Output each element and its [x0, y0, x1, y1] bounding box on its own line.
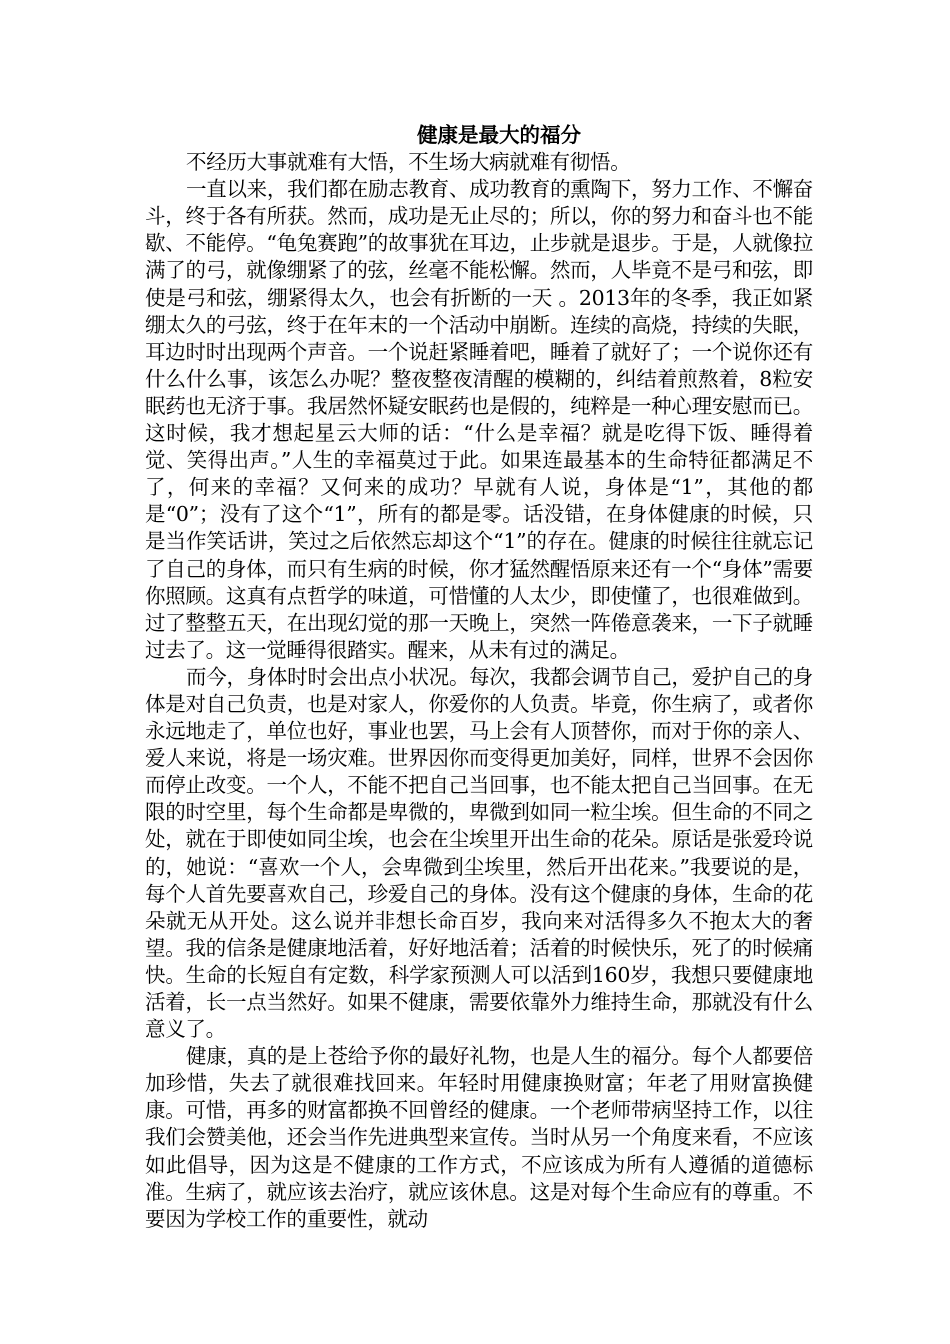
document-page: [145, 122, 813, 1233]
paragraph-3: 而今，身体时时会出点小状况。每次，我都会调节自己，爱护自己的身体是对自己负责，也是对家人，你爱你的人负责。毕竟，你生病了，或者你永远地走了，单位也好，事业也罢，马上会有人顶替你，而对于你的亲人、爱人来说，将是一场灾难。世界因你而变得更加美好，同样，世界不会因你而停止改变。一个人，不能不把自己当回事，也不能太把自己当回事。在无限的时空里，每个生命都是卑微的，卑微到如同一粒尘埃。但生命的不同之处，就在于即使如同尘埃，也会在尘埃里开出生命的花朵。原话是张爱玲说的，她说：“喜欢一个人，会卑微到尘埃里，然后开出花来。”我要说的是，每个人首先要喜欢自己，珍爱自己的身体。没有这个健康的身体，生命的花朵就无从开处。这么说并非想长命百岁，我向来对活得多久不抱太大的奢望。我的信条是健康地活着，好好地活着；活着的时候快乐，死了的时候痛快。生命的长短自有定数，科学家预测人可以活到160岁，我想只要健康地活着，长一点当然好。如果不健康，需要依靠外力维持生命，那就没有什么意义了。: [145, 664, 813, 1042]
paragraph-2: 一直以来，我们都在励志教育、成功教育的熏陶下，努力工作、不懈奋斗，终于各有所获。然而，成功是无止尽的；所以，你的努力和奋斗也不能歇、不能停。“龟兔赛跑”的故事犹在耳边，止步就是退步。于是，人就像拉满了的弓，就像绷紧了的弦，丝毫不能松懈。然而，人毕竟不是弓和弦，即使是弓和弦，绷紧得太久，也会有折断的一天 。2013年的冬季，我正如紧绷太久的弓弦，终于在年末的一个活动中崩断。连续的高烧，持续的失眠，耳边时时出现两个声音。一个说赶紧睡着吧，睡着了就好了；一个说你还有什么什么事，该怎么办呢？整夜整夜清醒的模糊的，纠结着煎熬着，8粒安眠药也无济于事。我居然怀疑安眠药也是假的，纯粹是一种心理安慰而已。这时候，我才想起星云大师的话：“什么是幸福？就是吃得下饭、睡得着觉、笑得出声。”人生的幸福莫过于此。如果连最基本的生命特征都满足不了，何来的幸福？又何来的成功？早就有人说，身体是“1”，其他的都是“0”；没有了这个“1”，所有的都是零。话没错，在身体健康的时候，只是当作笑话讲，笑过之后依然忘却这个“1”的存在。健康的时候往往就忘记了自己的身体，而只有生病的时候，你才猛然醒悟原来还有一个“身体”需要你照顾。这真有点哲学的味道，可惜懂的人太少，即使懂了，也很难做到。过了整整五天，在出现幻觉的那一天晚上，突然一阵倦意袭来，一下子就睡过去了。这一觉睡得很踏实。醒来，从未有过的满足。: [145, 177, 813, 662]
paragraph-1: 不经历大事就难有大悟，不生场大病就难有彻悟。: [186, 150, 631, 175]
document-title: 健康是最大的福分: [417, 123, 581, 147]
paragraph-4: 健康，真的是上苍给予你的最好礼物，也是人生的福分。每个人都要倍加珍惜，失去了就很难找回来。年轻时用健康换财富；年老了用财富换健康。可惜，再多的财富都换不回曾经的健康。一个老师带病坚持工作，以往我们会赞美他，还会当作先进典型来宣传。当时从另一个角度来看，不应该如此倡导，因为这是不健康的工作方式，不应该成为所有人遵循的道德标准。生病了，就应该去治疗，就应该休息。这是对每个生命应有的尊重。不要因为学校工作的重要性，就动: [145, 1044, 813, 1231]
